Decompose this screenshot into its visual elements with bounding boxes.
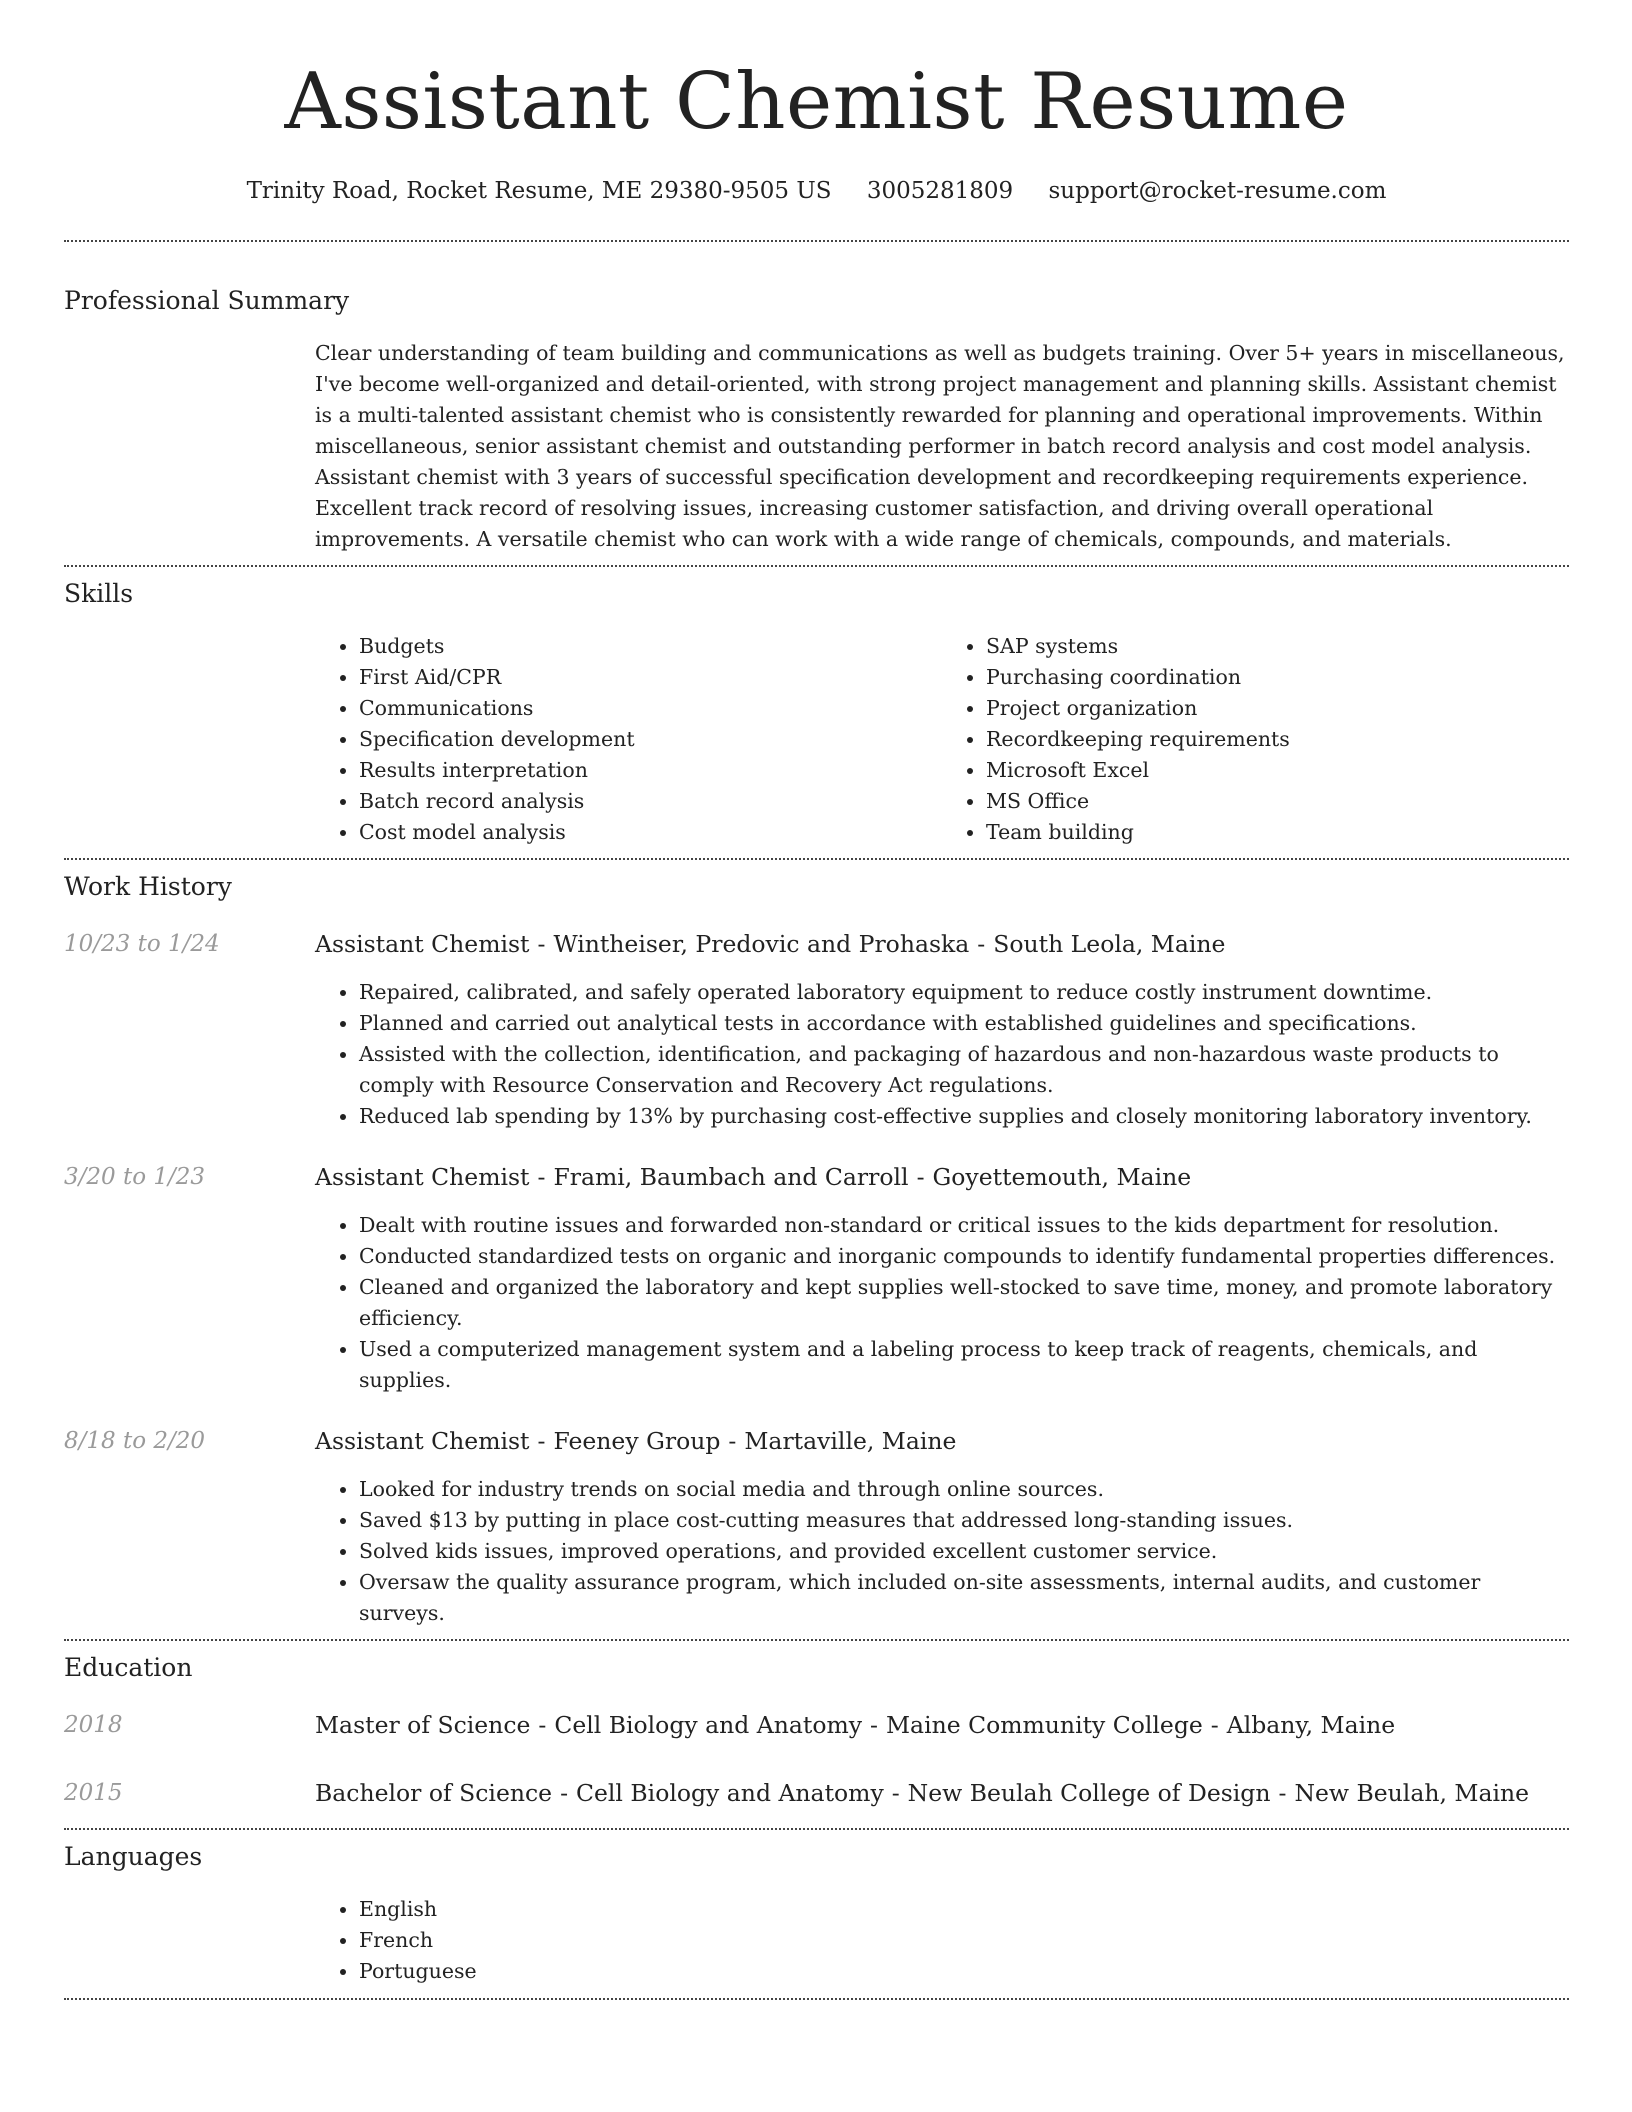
separator: - <box>870 1711 878 1739</box>
separator: - <box>1278 1779 1287 1807</box>
education-location: New Beulah, Maine <box>1294 1779 1530 1807</box>
summary-text: Clear understanding of team building and communications as well as budgets training. Over 5+ years in miscellaneous, I've become well-organized and detail-oriented, with strong project management and planning skills. Assistant chemist is a multi-talented assistant chemist who is consistently rewarded for planning and operational improvements. Within miscellaneous, senior assistant chemist and outstanding performer in batch record analysis and cost model analysis. Assistant chemist with 3 years of successful specification development and recordkeeping requirements experience. Excellent track record of resolving issues, increasing customer satisfaction, and driving overall operational improvements. A versatile chemist who can work with a wide range of chemicals, compounds, and materials. <box>315 341 1565 551</box>
job-bullet: • Oversaw the quality assurance program, which included on-site assessments, internal audits, and customer surveys. <box>359 1567 1569 1629</box>
skill-item: • Batch record analysis <box>359 786 942 817</box>
separator: - <box>537 930 546 958</box>
skill-item: • Project organization <box>986 693 1569 724</box>
divider <box>64 565 1569 567</box>
divider <box>64 1828 1569 1830</box>
skill-item: • Budgets <box>359 631 942 662</box>
education-school: New Beulah College of Design <box>907 1779 1271 1807</box>
job-bullet: • Reduced lab spending by 13% by purchasing cost-effective supplies and closely monitoring laboratory inventory. <box>359 1101 1569 1132</box>
job-entry <box>64 1425 1569 1457</box>
education-title <box>315 1709 1395 1741</box>
job-dates: 3/20 to 1/23 <box>64 1164 206 1190</box>
separator: - <box>560 1779 569 1807</box>
job-bullet: • Assisted with the collection, identification, and packaging of hazardous and non-hazardous waste products to comply with Resource Conservation and Recovery Act regulations. <box>359 1039 1569 1101</box>
section-title-skills: Skills <box>64 579 134 608</box>
separator: - <box>538 1711 547 1739</box>
job-company: Wintheiser, Predovic and Prohaska <box>553 930 970 958</box>
job-location: Goyettemouth, Maine <box>932 1163 1192 1191</box>
job-company: Frami, Baumbach and Carroll <box>553 1163 909 1191</box>
skill-item: • Recordkeeping requirements <box>986 724 1569 755</box>
education-year: 2015 <box>64 1780 123 1806</box>
language-item: • Portuguese <box>359 1956 1569 1987</box>
job-bullet: • Looked for industry trends on social media and through online sources. <box>359 1474 1569 1505</box>
job-company: Feeney Group <box>553 1427 721 1455</box>
separator: - <box>537 1427 546 1455</box>
skills-column-left <box>315 631 942 848</box>
job-title <box>315 928 1225 960</box>
job-title <box>315 1425 956 1457</box>
skill-item: • SAP systems <box>986 631 1569 662</box>
job-role: Assistant Chemist <box>315 1427 530 1455</box>
separator: - <box>977 930 986 958</box>
education-degree: Bachelor of Science <box>315 1779 553 1807</box>
languages-list <box>315 1894 1569 1987</box>
divider <box>64 858 1569 860</box>
skill-item: • Purchasing coordination <box>986 662 1569 693</box>
job-location: South Leola, Maine <box>993 930 1226 958</box>
job-bullets <box>315 977 1569 1132</box>
section-title-summary: Professional Summary <box>64 286 350 315</box>
separator: - <box>537 1163 546 1191</box>
section-title-languages: Languages <box>64 1842 203 1871</box>
skill-item: • MS Office <box>986 786 1569 817</box>
skill-item: • Specification development <box>359 724 942 755</box>
job-bullet: • Solved kids issues, improved operations, and provided excellent customer service. <box>359 1536 1569 1567</box>
divider <box>64 240 1569 242</box>
skill-item: • First Aid/CPR <box>359 662 942 693</box>
job-bullet: • Used a computerized management system and a labeling process to keep track of reagents, chemicals, and supplies. <box>359 1334 1569 1396</box>
job-bullet: • Cleaned and organized the laboratory and kept supplies well-stocked to save time, money, and promote laboratory efficiency. <box>359 1272 1569 1334</box>
job-bullet: • Saved $13 by putting in place cost-cutting measures that addressed long-standing issues. <box>359 1505 1569 1536</box>
job-role: Assistant Chemist <box>315 1163 530 1191</box>
separator: - <box>916 1163 925 1191</box>
education-location: Albany, Maine <box>1226 1711 1396 1739</box>
education-field: Cell Biology and Anatomy <box>576 1779 884 1807</box>
section-title-education: Education <box>64 1653 193 1682</box>
job-dates: 8/18 to 2/20 <box>64 1428 206 1454</box>
resume-title: Assistant Chemist Resume <box>284 57 1349 147</box>
education-entry <box>64 1709 1569 1741</box>
education-school: Maine Community College <box>886 1711 1203 1739</box>
job-bullet: • Planned and carried out analytical tests in accordance with established guidelines and specifications. <box>359 1008 1569 1039</box>
education-degree: Master of Science <box>315 1711 531 1739</box>
skills-list <box>315 631 1569 848</box>
job-bullets <box>315 1474 1569 1629</box>
separator: - <box>891 1779 900 1807</box>
education-title <box>315 1777 1529 1809</box>
education-year: 2018 <box>64 1712 123 1738</box>
job-location: Martaville, Maine <box>744 1427 957 1455</box>
education-entry <box>64 1777 1569 1809</box>
contact-phone: 3005281809 <box>866 178 1014 204</box>
separator: - <box>728 1427 737 1455</box>
job-bullets <box>315 1210 1569 1396</box>
job-title <box>315 1161 1191 1193</box>
education-field: Cell Biology and Anatomy <box>554 1711 863 1739</box>
contact-address: Trinity Road, Rocket Resume, ME 29380-9505 US <box>246 178 832 204</box>
job-role: Assistant Chemist <box>315 930 530 958</box>
job-bullet: • Conducted standardized tests on organic and inorganic compounds to identify fundamental properties differences. <box>359 1241 1569 1272</box>
job-entry <box>64 928 1569 960</box>
skill-item: • Cost model analysis <box>359 817 942 848</box>
resume-page <box>64 0 1569 2000</box>
divider <box>64 1998 1569 2000</box>
skill-item: • Team building <box>986 817 1569 848</box>
contact-email: support@rocket-resume.com <box>1048 178 1387 204</box>
language-item: • French <box>359 1925 1569 1956</box>
skills-column-right <box>942 631 1569 848</box>
summary-block <box>315 338 1569 555</box>
skill-item: • Communications <box>359 693 942 724</box>
language-item: • English <box>359 1894 1569 1925</box>
job-bullet: • Repaired, calibrated, and safely operated laboratory equipment to reduce costly instrument downtime. <box>359 977 1569 1008</box>
contact-line <box>64 176 1569 206</box>
job-bullet: • Dealt with routine issues and forwarded non-standard or critical issues to the kids department for resolution. <box>359 1210 1569 1241</box>
job-entry <box>64 1161 1569 1193</box>
job-dates: 10/23 to 1/24 <box>64 931 220 957</box>
skill-item: • Microsoft Excel <box>986 755 1569 786</box>
section-title-work: Work History <box>64 872 232 901</box>
divider <box>64 1639 1569 1641</box>
skill-item: • Results interpretation <box>359 755 942 786</box>
separator: - <box>1210 1711 1219 1739</box>
